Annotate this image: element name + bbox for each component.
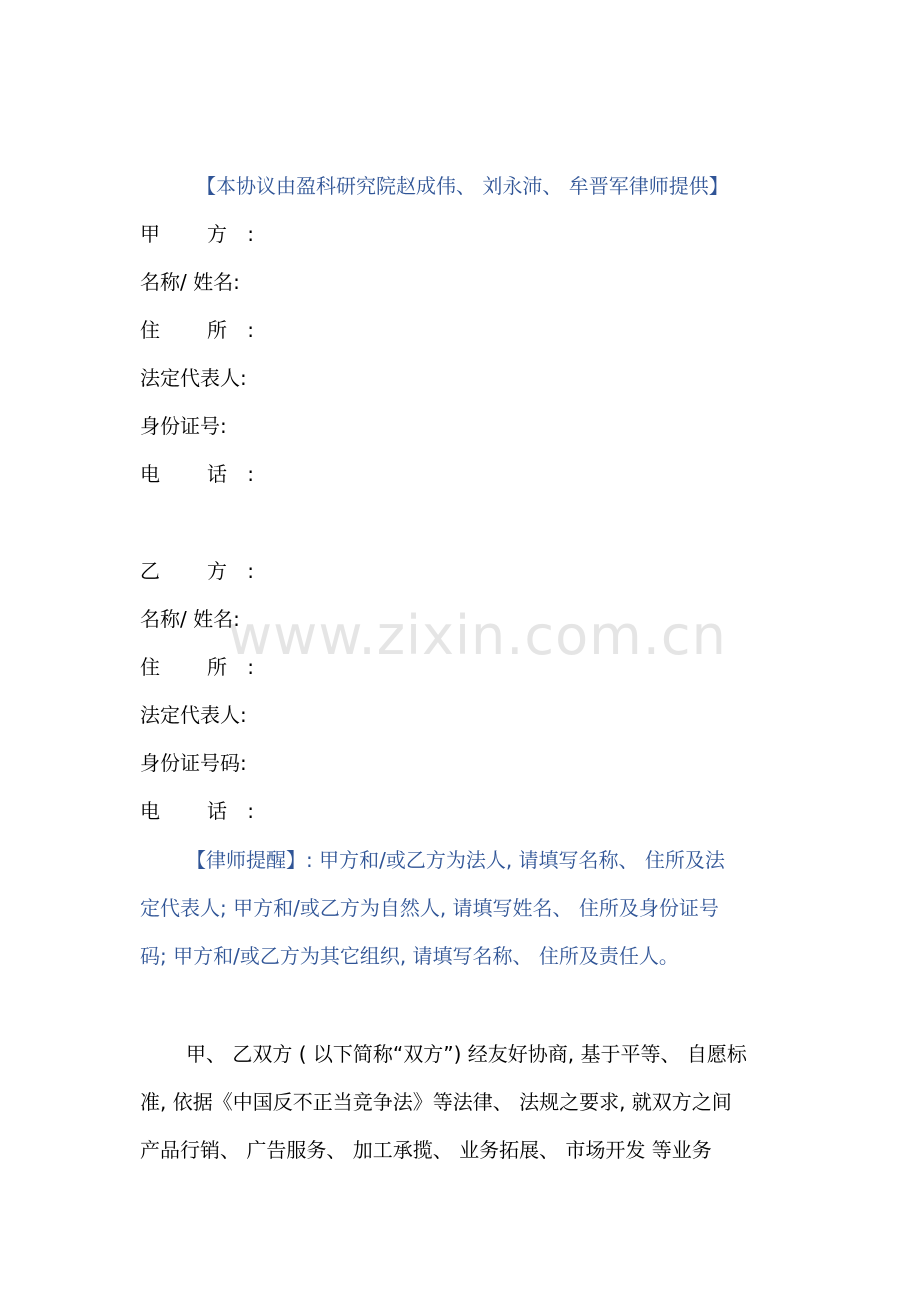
- reminder-line-1: [186, 848, 782, 872]
- party-b-title: [140, 559, 254, 583]
- reminder-line-3: 码; 甲方和/或乙方为其它组织, 请填写名称、 住所及责任人。: [140, 944, 679, 968]
- party-a-phone-right: 话:: [206, 462, 254, 486]
- reminder-line-2: 定代表人; 甲方和/或乙方为自然人, 请填写姓名、 住所及身份证号: [140, 896, 719, 920]
- party-a-title-right: 方:: [206, 222, 254, 246]
- party-a-title: [140, 222, 254, 246]
- party-a-phone-left: 电: [140, 462, 181, 486]
- credit-line: 【本协议由盈科研究院赵成伟、 刘永沛、 牟晋军律师提供】: [196, 174, 729, 198]
- party-b-title-left: 乙: [140, 559, 181, 583]
- party-b-address-left: 住: [140, 655, 181, 679]
- party-b-rep-label: 法定代表人:: [140, 703, 247, 727]
- party-a-title-label: [140, 222, 254, 246]
- party-a-phone-label: [140, 462, 254, 486]
- party-b-phone-left: 电: [140, 799, 181, 823]
- watermark-text: www.zixin.com.cn: [228, 604, 727, 667]
- party-b-title-right: 方:: [206, 559, 254, 583]
- party-b-id-label: 身份证号码:: [140, 751, 247, 775]
- preamble-line-3: 产品行销、 广告服务、 加工承揽、 业务拓展、 市场开发 等业务: [140, 1138, 712, 1162]
- party-b-address: [140, 655, 254, 679]
- party-b-address-label: [140, 655, 254, 679]
- party-b-phone-label: [140, 799, 254, 823]
- party-b-address-right: 所:: [206, 655, 254, 679]
- party-a-address-left: 住: [140, 318, 181, 342]
- party-b-phone-right: 话:: [206, 799, 254, 823]
- party-b-name-label: 名称/ 姓名:: [140, 607, 240, 631]
- party-b-title-label: [140, 559, 254, 583]
- party-a-id-label: 身份证号:: [140, 414, 227, 438]
- party-b-phone: [140, 799, 254, 823]
- party-a-rep-label: 法定代表人:: [140, 366, 247, 390]
- party-a-phone: [140, 462, 254, 486]
- party-a-address-right: 所:: [206, 318, 254, 342]
- party-a-address-label: [140, 318, 254, 342]
- reminder-tag: 【律师提醒】: [186, 848, 306, 872]
- preamble-line-2: 准, 依据《中国反不正当竞争法》等法律、 法规之要求, 就双方之间: [140, 1090, 732, 1114]
- party-a-address: [140, 318, 254, 342]
- party-a-name-label: 名称/ 姓名:: [140, 270, 240, 294]
- preamble-line-1: 甲、 乙双方 ( 以下简称“双方”) 经友好协商, 基于平等、 自愿标: [186, 1042, 747, 1066]
- reminder-line-1-text: : 甲方和/或乙方为法人, 请填写名称、 住所及法: [306, 848, 725, 872]
- party-a-title-left: 甲: [140, 222, 181, 246]
